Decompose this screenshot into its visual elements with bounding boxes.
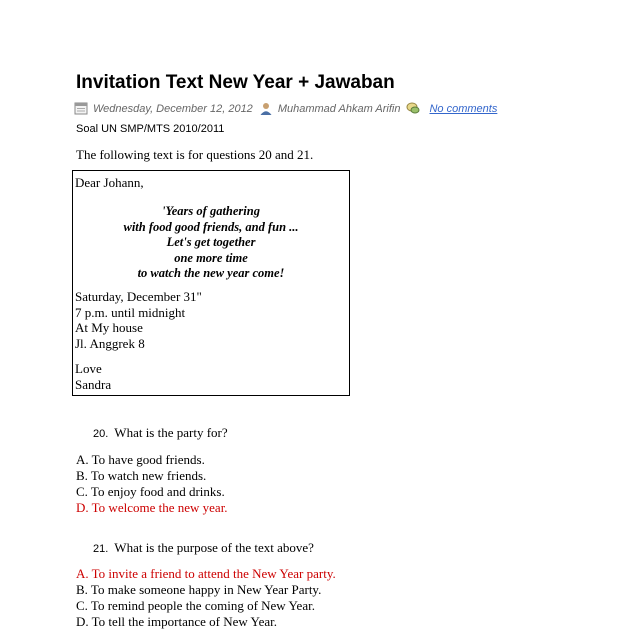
poem-line: one more time: [174, 250, 248, 265]
poem-line: with food good friends, and fun ...: [123, 219, 299, 234]
question-number: 20.: [93, 428, 109, 440]
post-author[interactable]: Muhammad Ahkam Arifin: [277, 102, 401, 115]
option-c: C. To enjoy food and drinks.: [76, 484, 225, 499]
question-21: [93, 540, 314, 556]
poem-line: Let's get together: [166, 235, 256, 249]
option-d: D. To tell the importance of New Year.: [76, 614, 278, 629]
option-a-correct: A. To invite a friend to attend the New Year party.: [76, 566, 336, 581]
poem-line: to watch the new year come!: [137, 266, 285, 280]
post-title[interactable]: Invitation Text New Year + Jawaban: [76, 72, 395, 93]
comments-icon: [406, 102, 420, 115]
option-d-correct: D. To welcome the new year.: [76, 500, 228, 515]
letter-closing: [75, 361, 111, 392]
calendar-icon: [74, 102, 88, 115]
option-b: B. To make someone happy in New Year Party.: [76, 582, 322, 597]
option-c: C. To remind people the coming of New Year.: [76, 598, 315, 613]
detail-line: Jl. Anggrek 8: [75, 335, 145, 351]
letter-poem: [73, 204, 349, 282]
post-date: Wednesday, December 12, 2012: [93, 102, 253, 115]
detail-line: 7 p.m. until midnight: [75, 304, 186, 320]
question-number: 21.: [93, 543, 109, 555]
detail-line: Saturday, December 31": [75, 289, 202, 304]
option-a: A. To have good friends.: [76, 452, 205, 467]
post-subtitle: Soal UN SMP/MTS 2010/2011: [76, 123, 225, 135]
letter-details: [75, 289, 202, 351]
closing-line: Love: [75, 361, 102, 376]
closing-line: Sandra: [75, 376, 112, 392]
invitation-box: [72, 170, 350, 396]
comments-link[interactable]: No comments: [429, 102, 498, 115]
intro-text: The following text is for questions 20 and 21.: [76, 147, 314, 162]
question-text: What is the party for?: [114, 425, 228, 440]
post-meta: [74, 102, 497, 115]
question-text: What is the purpose of the text above?: [114, 540, 314, 555]
question-20-options: [76, 452, 228, 516]
option-b: B. To watch new friends.: [76, 468, 207, 483]
detail-line: At My house: [75, 320, 143, 335]
letter-greeting: Dear Johann,: [75, 175, 144, 190]
user-icon: [259, 102, 273, 115]
poem-line: 'Years of gathering: [162, 204, 260, 218]
question-20: [93, 425, 228, 441]
question-21-options: [76, 566, 336, 630]
